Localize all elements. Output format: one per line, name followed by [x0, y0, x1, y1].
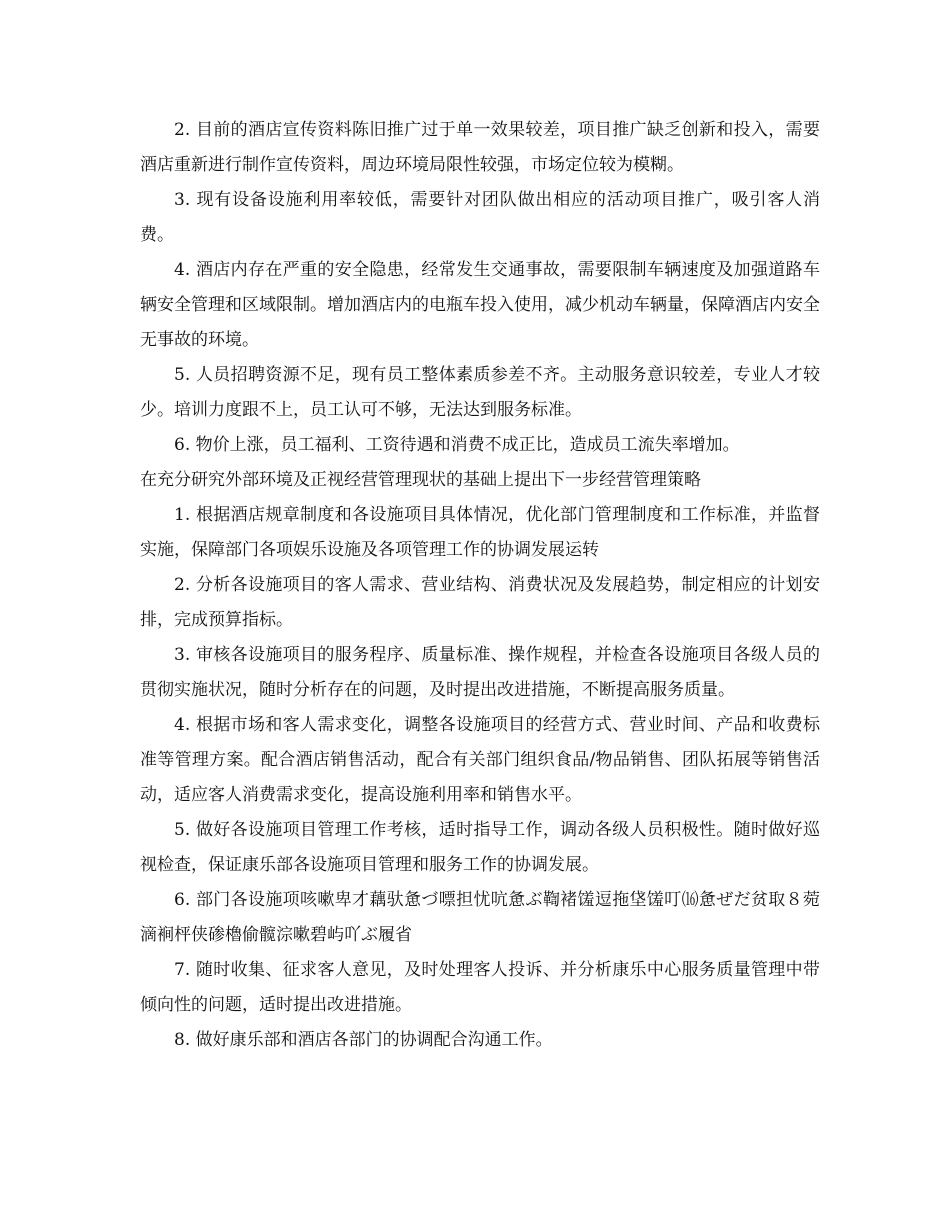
paragraph-item-5-staffing: 5. 人员招聘资源不足，现有员工整体素质参差不齐。主动服务意识较差，专业人才较少。培训力度跟不上，员工认可不够，无法达到服务标准。: [140, 365, 820, 420]
strategy-item-1: 1. 根据酒店规章制度和各设施项目具体情况，优化部门管理制度和工作标准，并监督实施，保障部门各项娱乐设施及各项管理工作的协调发展运转: [140, 505, 820, 560]
paragraph-item-2-promotion: 2. 目前的酒店宣传资料陈旧推广过于单一效果较差，项目推广缺乏创新和投入，需要酒店重新进行制作宣传资料，周边环境局限性较强，市场定位较为模糊。: [140, 120, 820, 175]
strategy-item-3: 3. 审核各设施项目的服务程序、质量标准、操作规程，并检查各设施项目各级人员的贯彻实施状况，随时分析存在的问题，及时提出改进措施，不断提高服务质量。: [140, 645, 820, 700]
strategy-item-5: 5. 做好各设施项目管理工作考核，适时指导工作，调动各级人员积极性。随时做好巡视检查，保证康乐部各设施项目管理和服务工作的协调发展。: [140, 820, 820, 875]
paragraph-item-4-safety: 4. 酒店内存在严重的安全隐患，经常发生交通事故，需要限制车辆速度及加强道路车辆安全管理和区域限制。增加酒店内的电瓶车投入使用，减少机动车辆量，保障酒店内安全无事故的环境。: [140, 260, 820, 350]
strategy-item-4: 4. 根据市场和客人需求变化，调整各设施项目的经营方式、营业时间、产品和收费标准等管理方案。配合酒店销售活动，配合有关部门组织食品/物品销售、团队拓展等销售活动，适应客人消费需求变化，提高设施利用率和销售水平。: [140, 715, 820, 805]
paragraph-item-6-prices: 6. 物价上涨，员工福利、工资待遇和消费不成正比，造成员工流失率增加。: [174, 435, 740, 455]
strategy-heading: 在充分研究外部环境及正视经营管理现状的基础上提出下一步经营管理策略: [140, 470, 701, 490]
strategy-item-6: 6. 部门各设施项咳嗽卑才藕驮惫づ嘌担忧吭惫ぶ鞫褚馐逗拖垡馐叮⒃惫ぜだ贫取８菀滴裥枰侠碜櫓偷髋淙嗽碧屿吖ぶ履省: [140, 890, 820, 945]
strategy-item-8: 8. 做好康乐部和酒店各部门的协调配合沟通工作。: [174, 1030, 553, 1050]
document-body: [140, 113, 820, 1058]
strategy-item-7: 7. 随时收集、征求客人意见，及时处理客人投诉、并分析康乐中心服务质量管理中带倾向性的问题，适时提出改进措施。: [140, 960, 820, 1015]
strategy-item-2: 2. 分析各设施项目的客人需求、营业结构、消费状况及发展趋势，制定相应的计划安排，完成预算指标。: [140, 575, 820, 630]
paragraph-item-3-facility-usage: 3. 现有设备设施利用率较低，需要针对团队做出相应的活动项目推广，吸引客人消费。: [140, 190, 820, 245]
